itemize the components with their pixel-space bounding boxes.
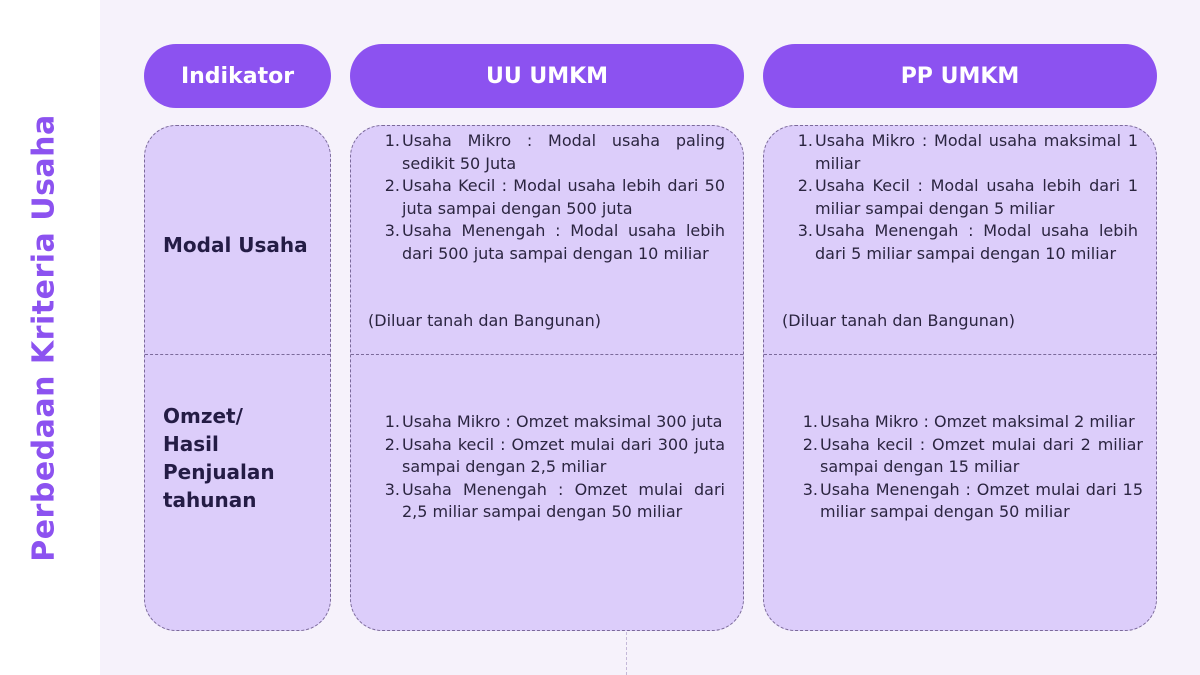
header-uu-umkm-label: UU UMKM (485, 63, 609, 89)
header-pp-umkm-label: PP UMKM (900, 63, 1020, 89)
list-number: 3. (797, 221, 813, 240)
list-item (368, 479, 725, 524)
row-divider-indikator (145, 354, 330, 355)
slide-title: Perbedaan Kriteria Usaha (26, 114, 62, 562)
list-text: Usaha kecil : Omzet mulai dari 300 juta sampai dengan 2,5 miliar (402, 434, 725, 476)
list-item (368, 434, 725, 479)
list-number: 1. (384, 131, 400, 150)
uu-modal-list (368, 130, 725, 265)
list-number: 1. (384, 412, 400, 431)
pp-modal-list (781, 130, 1138, 265)
row-label-omzet-line: Hasil (163, 432, 219, 456)
list-item (786, 434, 1143, 479)
list-item (368, 220, 725, 265)
list-text: Usaha Menengah : Omzet mulai dari 15 miliar sampai dengan 50 miliar (820, 479, 1143, 521)
list-text: Usaha Kecil : Modal usaha lebih dari 1 miliar sampai dengan 5 miliar (815, 176, 1138, 218)
list-item (786, 411, 1143, 434)
list-item (781, 130, 1138, 175)
list-number: 1. (797, 131, 813, 150)
list-text: Usaha kecil : Omzet mulai dari 2 miliar sampai dengan 15 miliar (820, 434, 1143, 476)
list-item (368, 130, 725, 175)
header-indikator (144, 44, 331, 108)
row-divider-uu (351, 354, 743, 355)
list-text: Usaha Kecil : Modal usaha lebih dari 50 juta sampai dengan 500 juta (402, 176, 725, 218)
list-number: 2. (384, 434, 400, 454)
uu-omzet-list (368, 411, 725, 524)
uu-modal-note: (Diluar tanah dan Bangunan) (368, 311, 602, 330)
header-indikator-label: Indikator (180, 63, 295, 89)
list-item (781, 175, 1138, 220)
list-text: Usaha Menengah : Modal usaha lebih dari 500 juta sampai dengan 10 miliar (402, 221, 725, 263)
row-label-omzet-line: Omzet/ (163, 404, 243, 428)
list-item (781, 220, 1138, 265)
list-text: Usaha Mikro : Modal usaha maksimal 1 miliar (815, 131, 1138, 173)
header-uu-umkm (350, 44, 744, 108)
row-label-omzet (163, 402, 275, 514)
list-text: Usaha Mikro : Omzet maksimal 2 miliar (820, 412, 1135, 431)
row-label-omzet-line: tahunan (163, 488, 257, 512)
list-text: Usaha Menengah : Modal usaha lebih dari 5 miliar sampai dengan 10 miliar (815, 221, 1138, 263)
row-divider-pp (764, 354, 1156, 355)
decorative-dashed-line (626, 632, 627, 675)
list-number: 3. (384, 221, 400, 240)
list-item (786, 479, 1143, 524)
row-label-omzet-line: Penjualan (163, 460, 275, 484)
list-number: 3. (384, 479, 400, 499)
list-number: 1. (802, 412, 818, 431)
list-number: 2. (384, 176, 400, 195)
list-number: 3. (802, 479, 818, 499)
list-item (368, 411, 725, 434)
indikator-panel (144, 125, 331, 631)
list-text: Usaha Mikro : Modal usaha paling sedikit 50 Juta (402, 131, 725, 173)
pp-omzet-list (786, 411, 1143, 524)
list-item (368, 175, 725, 220)
list-number: 2. (802, 434, 818, 454)
list-text: Usaha Menengah : Omzet mulai dari 2,5 miliar sampai dengan 50 miliar (402, 479, 725, 521)
header-pp-umkm (763, 44, 1157, 108)
pp-modal-note: (Diluar tanah dan Bangunan) (782, 311, 1016, 330)
row-label-modal-usaha: Modal Usaha (163, 233, 308, 257)
list-text: Usaha Mikro : Omzet maksimal 300 juta (402, 412, 723, 431)
list-number: 2. (797, 176, 813, 195)
